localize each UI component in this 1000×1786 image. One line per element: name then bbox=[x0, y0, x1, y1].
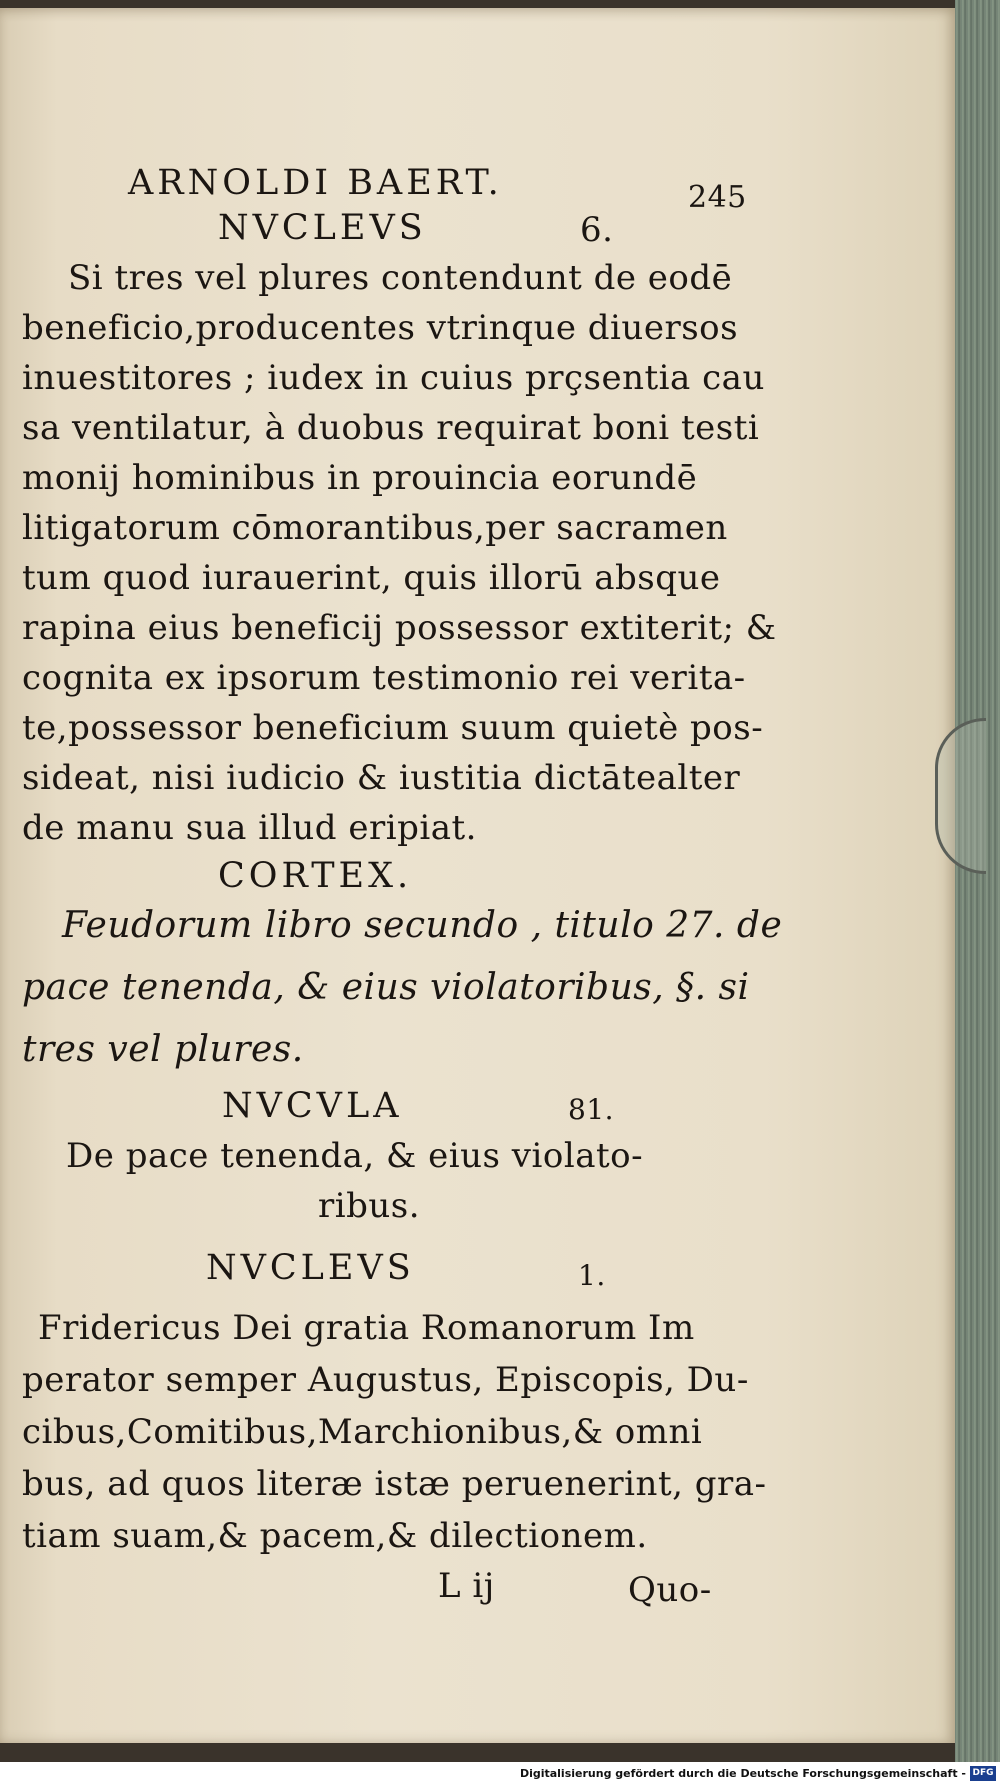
signature-mark: L ij bbox=[438, 1566, 495, 1606]
running-title: ARNOLDI BAERT. bbox=[128, 163, 503, 203]
text-line: perator semper Augustus, Episcopis, Du- bbox=[22, 1360, 749, 1400]
nucleus-1-heading: NVCLEVS bbox=[206, 1248, 415, 1288]
text-line: ribus. bbox=[318, 1186, 421, 1226]
footer-bar bbox=[0, 1762, 1000, 1786]
text-line: sideat, nisi iudicio & iustitia dictātealter bbox=[22, 758, 741, 798]
text-line: tum quod iurauerint, quis illorū absque bbox=[22, 558, 721, 598]
text-line: monij hominibus in prouincia eorundē bbox=[22, 458, 698, 498]
text-line: cibus,Comitibus,Marchionibus,& omni bbox=[22, 1412, 703, 1452]
page-edges bbox=[955, 0, 1000, 1762]
nucleus-1-number: 1. bbox=[578, 1259, 606, 1292]
footer-credit: Digitalisierung gefördert durch die Deutsche Forschungsgemeinschaft - bbox=[519, 1767, 966, 1780]
nucleus-6-heading: NVCLEVS bbox=[218, 208, 427, 248]
nucula-81-heading: NVCVLA bbox=[222, 1086, 403, 1126]
text-line: litigatorum cōmorantibus,per sacramen bbox=[22, 508, 728, 548]
dfg-logo-icon: DFG bbox=[970, 1766, 996, 1781]
nucula-81-number: 81. bbox=[568, 1093, 615, 1126]
page-number: 245 bbox=[688, 180, 747, 215]
text-line: tiam suam,& pacem,& dilectionem. bbox=[22, 1516, 648, 1556]
text-line: inuestitores ; iudex in cuius prçsentia cau bbox=[22, 358, 765, 398]
text-line: de manu sua illud eripiat. bbox=[22, 808, 477, 848]
text-line: beneficio,producentes vtrinque diuersos bbox=[22, 308, 739, 348]
catchword: Quo- bbox=[628, 1570, 712, 1610]
nucleus-6-number: 6. bbox=[580, 210, 614, 250]
text-line: rapina eius beneficij possessor extiterit; & bbox=[22, 608, 777, 648]
text-line: Fridericus Dei gratia Romanorum Im bbox=[38, 1308, 695, 1348]
book-page bbox=[0, 8, 957, 1743]
text-line: De pace tenenda, & eius violato- bbox=[66, 1136, 644, 1176]
text-line: bus, ad quos literæ istæ peruenerint, gra- bbox=[22, 1464, 767, 1504]
text-line: pace tenenda, & eius violatoribus, §. si bbox=[22, 967, 750, 1008]
text-line: tres vel plures. bbox=[22, 1029, 304, 1070]
cortex-heading: CORTEX. bbox=[218, 856, 413, 896]
text-line: Si tres vel plures contendunt de eodē bbox=[68, 258, 733, 298]
text-line: te,possessor beneficium suum quietè pos- bbox=[22, 708, 764, 748]
text-line: sa ventilatur, à duobus requirat boni testi bbox=[22, 408, 760, 448]
text-line: cognita ex ipsorum testimonio rei verita- bbox=[22, 658, 746, 698]
text-line: Feudorum libro secundo , titulo 27. de bbox=[62, 905, 783, 946]
page-tab-marker bbox=[935, 718, 986, 874]
